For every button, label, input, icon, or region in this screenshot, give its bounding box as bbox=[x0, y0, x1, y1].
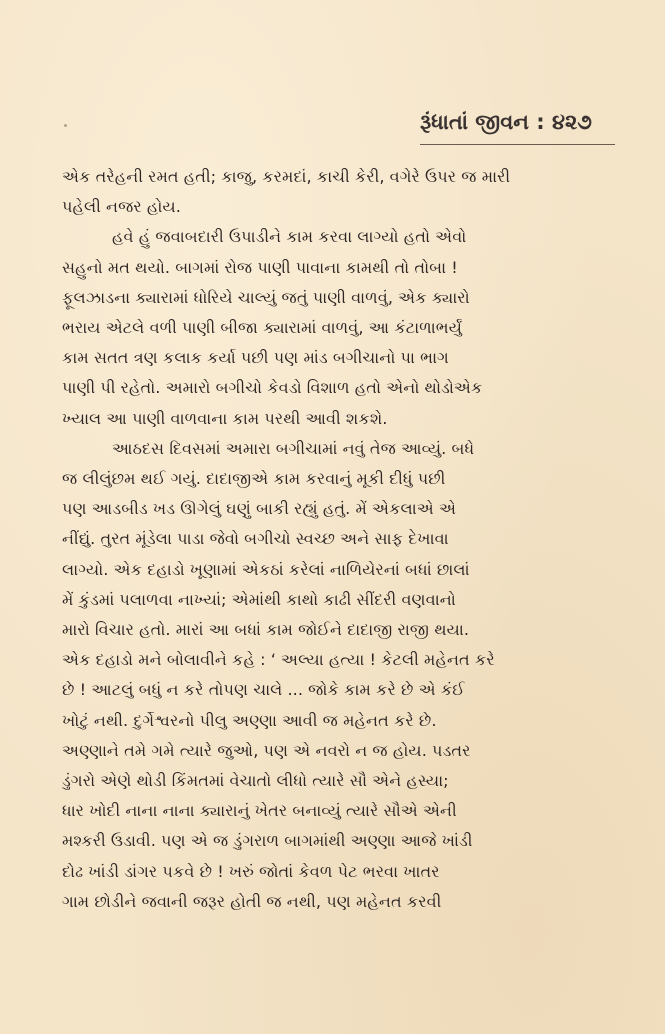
text-line: મશ્કરી ઉડાવી. પણ એ જ ડુંગરાળ બાગમાંથી અણ્ણા આજે ખાંડી bbox=[62, 831, 473, 851]
text-line: ખોટું નથી. દુર્ગેશ્વરનો પીલુ અણ્ણા આવી જ મહેનત કરે છે. bbox=[62, 710, 437, 730]
text-line: મારો વિચાર હતો. મારાં આ બધાં કામ જોઈને દાદાજી રાજી થયા. bbox=[62, 620, 470, 640]
text-line: ખ્યાલ આ પાણી વાળવાના કામ પરથી આવી શકશે. bbox=[62, 408, 388, 428]
text-line: આઠદસ દિવસમાં અમારા બગીચામાં નવું તેજ આવ્યું. બધે bbox=[112, 438, 475, 458]
text-line: એક દહાડો મને બોલાવીને કહે : ‘ અલ્યા હત્યા ! કેટલી મહેનત કરે bbox=[62, 650, 495, 670]
body-text bbox=[62, 162, 622, 917]
page-speck bbox=[64, 124, 67, 127]
text-line: સહુનો મત થયો. બાગમાં રોજ પાણી પાવાના કામથી તો તોબા ! bbox=[62, 257, 458, 277]
text-line: ભરાય એટલે વળી પાણી બીજા ક્યારામાં વાળવું, આ કંટાળાભર્યું bbox=[62, 318, 462, 338]
text-line: પણ આડબીડ ખડ ઊગેલું ઘણું બાકી રહ્યું હતું. મેં એકલાએ એ bbox=[62, 499, 457, 519]
text-line: પાણી પી રહેતો. અમારો બગીચો કેવડો વિશાળ હતો એનો થોડોએક bbox=[62, 378, 483, 398]
text-line: કામ સતત ત્રણ કલાક કર્યા પછી પણ માંડ બગીચાનો પા ભાગ bbox=[62, 348, 449, 368]
text-line: નીંદ્યું. તુરત મૂંડેલા પાડા જેવો બગીચો સ્વચ્છ અને સાફ દેખાવા bbox=[62, 529, 449, 549]
text-line: લાગ્યો. એક દહાડો ખૂણામાં એકઠાં કરેલાં નાળિયેરનાં બધાં છાલાં bbox=[62, 559, 470, 579]
paragraph-1 bbox=[62, 162, 622, 222]
text-line: એક તરેહની રમત હતી; કાજુ, કરમદાં, કાચી કેરી, વગેરે ઉપર જ મારી bbox=[62, 167, 511, 186]
text-line: પહેલી નજર હોય. bbox=[62, 197, 181, 217]
text-line: દોઢ ખાંડી ડાંગર પકવે છે ! ખરું જોતાં કેવળ પેટ ભરવા ખાતર bbox=[62, 861, 440, 881]
header-underline bbox=[420, 144, 615, 145]
text-line: ડુંગરો એણે થોડી કિંમતમાં વેચાતો લીધો ત્યારે સૌ એને હસ્યા; bbox=[62, 771, 449, 791]
text-line: ધાર ખોદી નાના નાના ક્યારાનું ખેતર બનાવ્યું ત્યારે સૌએ એની bbox=[62, 801, 457, 821]
text-line: મેં કુંડમાં પલાળવા નાખ્યાં; એમાંથી કાથો કાઢી સીંદરી વણવાનો bbox=[62, 589, 456, 609]
text-line: ગામ છોડીને જવાની જરૂર હોતી જ નથી, પણ મહેનત કરવી bbox=[62, 891, 442, 911]
text-line: હવે હું જવાબદારી ઉપાડીને કામ કરવા લાગ્યો હતો એવો bbox=[112, 227, 467, 247]
paragraph-2 bbox=[62, 222, 622, 433]
text-line: જ લીલુંછમ થઈ ગયું. દાદાજીએ કામ કરવાનું મૂકી દીધું પછી bbox=[62, 469, 446, 489]
text-line: છે ! આટલું બધું ન કરે તોપણ ચાલે ... જોકે કામ કરે છે એ કંઈ bbox=[62, 680, 465, 700]
running-header: રૂંધાતાં જીવન : ૪૨૭ bbox=[420, 110, 592, 134]
paragraph-3 bbox=[62, 434, 622, 917]
text-line: ફૂલઝાડના ક્યારામાં ધોરિયે ચાલ્યું જતું પાણી વાળવું, એક ક્યારો bbox=[62, 287, 470, 307]
text-line: અણ્ણાને તમે ગમે ત્યારે જુઓ, પણ એ નવરો ન જ હોય. પડતર bbox=[62, 740, 471, 760]
